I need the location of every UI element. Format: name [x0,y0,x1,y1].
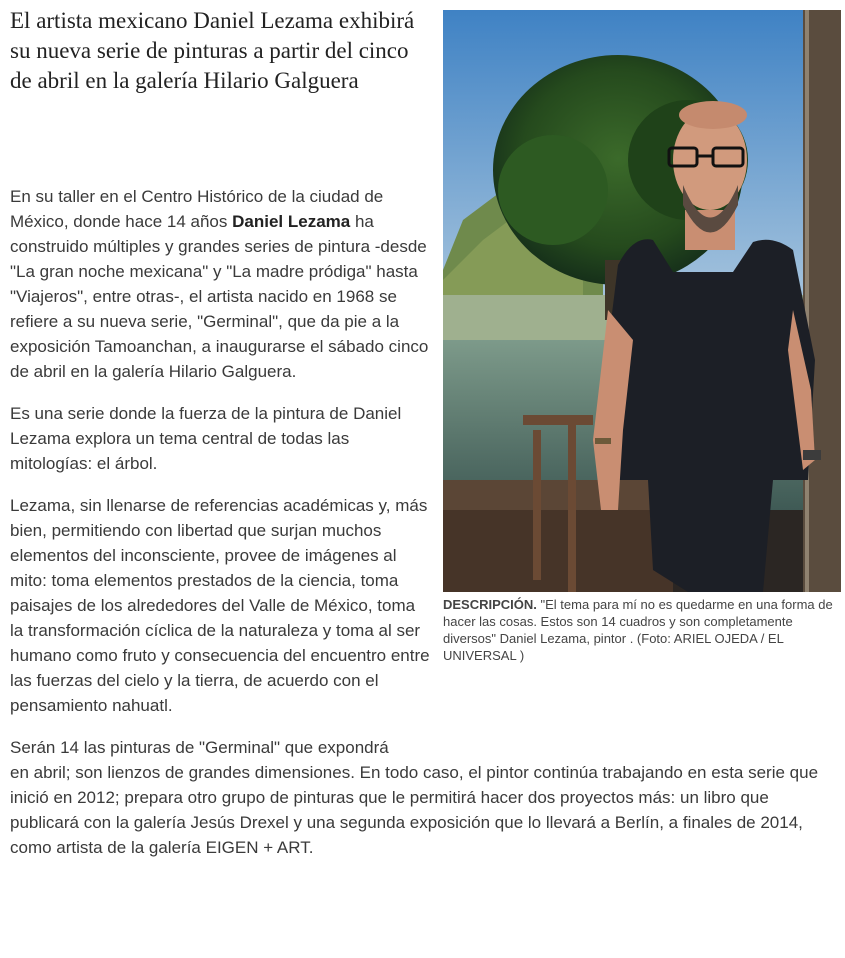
caption-label: DESCRIPCIÓN. [443,597,537,612]
paragraph-4-first-line: Serán 14 las pinturas de "Germinal" que expondrá [10,738,389,757]
article-body [10,184,842,877]
paragraph-4-rest: en abril; son lienzos de grandes dimensiones. En todo caso, el pintor continúa trabajando en esta serie que inició en 2012; prepara otro grupo de pinturas que le permitirá hacer dos proyectos más: un libro que publicará con la galería Jesús Drexel y una segunda exposición que lo llevará a Berlín, a finales de 2014, como artista de la galería EIGEN + ART. [10,763,819,857]
article-headline: El artista mexicano Daniel Lezama exhibirá su nueva serie de pinturas a partir del cinco de abril en la galería Hilario Galguera [10,8,415,93]
paragraph-2: Es una serie donde la fuerza de la pintura de Daniel Lezama explora un tema central de todas las mitologías: el árbol. [10,404,402,473]
paragraph-1-end: ha construido múltiples y grandes series de pintura -desde "La gran noche mexicana" y "La madre pródiga" hasta "Viajeros", entre otras-, el artista nacido en 1968 se refiere a su nueva serie, "Germinal", que da pie a la exposición Tamoanchan, a inaugurarse el sábado cinco de abril en la galería Hilario Galguera. [10,212,429,381]
artist-name-bold: Daniel Lezama [232,212,351,231]
paragraph-4 [10,735,842,860]
caption-text: "El tema para mí no es quedarme en una forma de hacer las cosas. Estos son 14 cuadros y son completamente diversos" Daniel Lezama, pintor . (Foto: ARIEL OJEDA / EL UNIVERSAL ) [443,597,833,663]
paragraph-3: Lezama, sin llenarse de referencias académicas y, más bien, permitiendo con libertad que surjan muchos elementos del inconsciente, provee de imágenes al mito: toma elementos prestados de la ciencia, toma paisajes de los alrededores del Valle de México, toma la transformación cíclica de la naturaleza y toma al ser humano como fruto y consecuencia del encuentro entre las fuerzas del cielo y la tierra, de acuerdo con el pensamiento nahuatl. [10,496,430,715]
paragraph-1-start: En su taller en el Centro Histórico de la ciudad de México, donde hace 14 años [10,187,384,231]
paragraph-1 [10,184,430,384]
